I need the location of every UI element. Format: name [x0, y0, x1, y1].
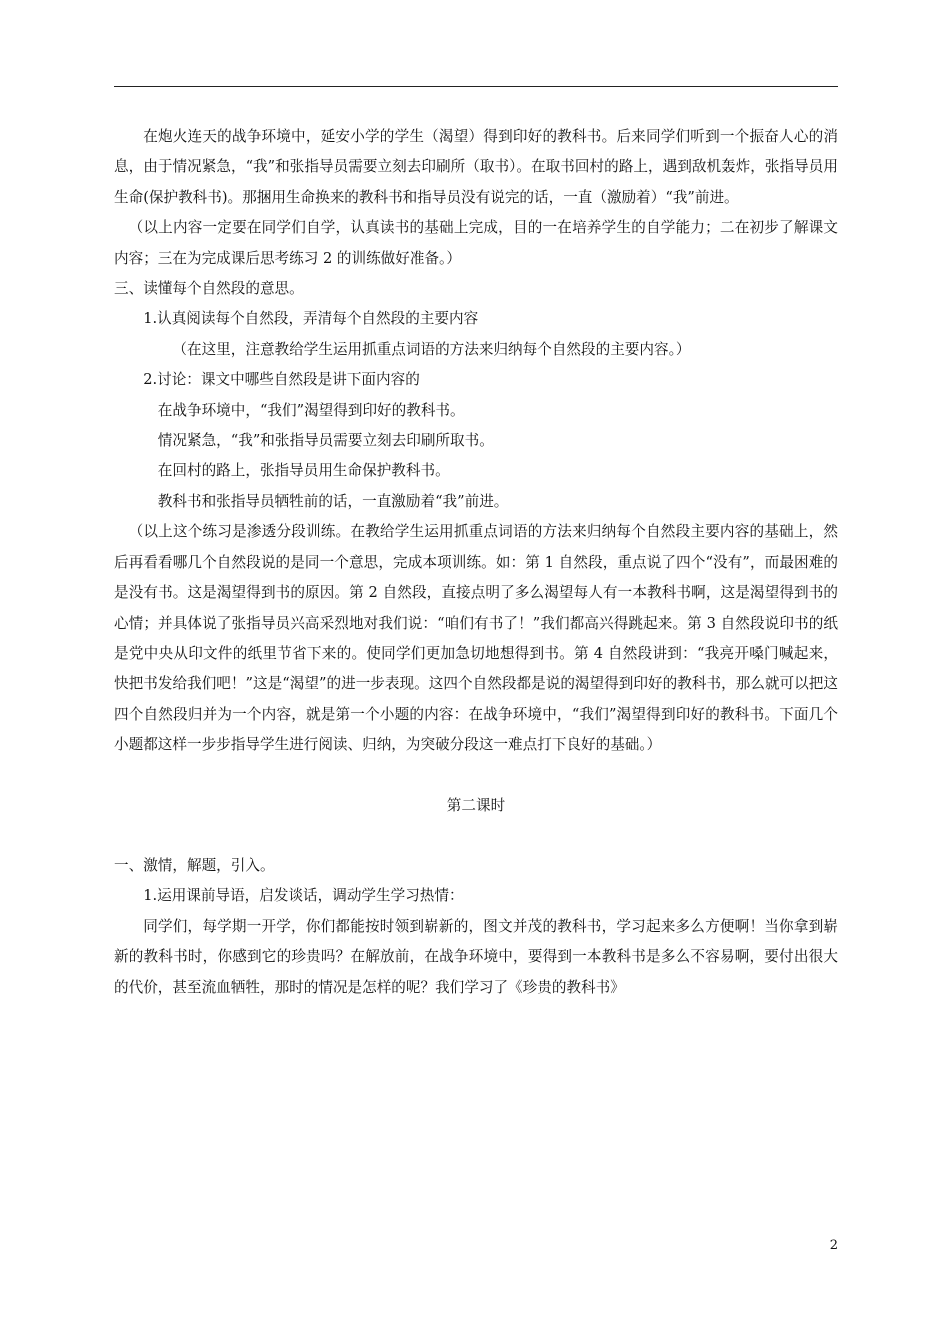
lesson-heading: 第二课时: [446, 796, 506, 814]
teaching-note: （以上这个练习是渗透分段训练。在教给学生运用抓重点词语的方法来归纳每个自然段主要内容的基础上，然后再看看哪几个自然段说的是同一个意思，完成本项训练。如：第 1 自然段，重点说了四个“没有”，而最困难的是没有书。这是渴望得到书的原因。第 2 自然段，直接点明了多么渴望每人有一本教科书啊，这是渴望得到书的心情；并具体说了张指导员兴高采烈地对我们说：“咱们有书了！”我们都高兴得跳起来。第 3 自然段说印书的纸是党中央从印文件的纸里节省下来的。使同学们更加急切地想得到书。第 4 自然段讲到：“我亮开嗓门喊起来，快把书发给我们吧！”这是“渴望”的进一步表现。这四个自然段都是说的渴望得到印好的教科书，那么就可以把这四个自然段归并为一个内容，就是第一个小题的内容：在战争环境中，“我们”渴望得到印好的教科书。下面几个小题都这样一步步指导学生进行阅读、归纳，为突破分段这一难点打下良好的基础。）: [114, 523, 838, 754]
section-heading: 一、激情，解题，引入。: [114, 856, 275, 874]
teaching-note: （在这里，注意教给学生运用抓重点词语的方法来归纳每个自然段的主要内容。）: [172, 340, 691, 358]
header-rule: [114, 86, 838, 87]
document-body: [114, 122, 838, 1003]
list-item: 1.认真阅读每个自然段，弄清每个自然段的主要内容: [143, 310, 479, 328]
body-paragraph: 同学们，每学期一开学，你们都能按时领到崭新的，图文并茂的教科书，学习起来多么方便啊！当你拿到崭新的教科书时，你感到它的珍贵吗？在解放前，在战争环境中，要得到一本教科书是多么不容易啊，要付出很大的代价，甚至流血牺牲，那时的情况是怎样的呢？我们学习了《珍贵的教科书》: [114, 917, 838, 996]
list-item: 1.运用课前导语，启发谈话，调动学生学习热情：: [143, 887, 464, 905]
section-heading: 三、读懂每个自然段的意思。: [114, 280, 304, 298]
page-number: 2: [829, 1238, 838, 1253]
content-point: 在回村的路上，张指导员用生命保护教科书。: [157, 462, 450, 480]
content-point: 在战争环境中，“我们”渴望得到印好的教科书。: [157, 401, 465, 419]
teaching-note: （以上内容一定要在同学们自学，认真读书的基础上完成，目的一在培养学生的自学能力；二在初步了解课文内容；三在为完成课后思考练习 2 的训练做好准备。）: [114, 219, 838, 267]
list-item: 2.讨论：课文中哪些自然段是讲下面内容的: [143, 371, 420, 389]
summary-paragraph: 在炮火连天的战争环境中，延安小学的学生（渴望）得到印好的教科书。后来同学们听到一个振奋人心的消息，由于情况紧急，“我”和张指导员需要立刻去印刷所（取书）。在取书回村的路上，遇到敌机轰炸，张指导员用生命(保护教科书)。那捆用生命换来的教科书和指导员没有说完的话，一直（激励着）“我”前进。: [114, 128, 838, 206]
content-point: 情况紧急，“我”和张指导员需要立刻去印刷所取书。: [157, 432, 494, 450]
content-point: 教科书和张指导员牺牲前的话，一直激励着“我”前进。: [157, 492, 509, 510]
